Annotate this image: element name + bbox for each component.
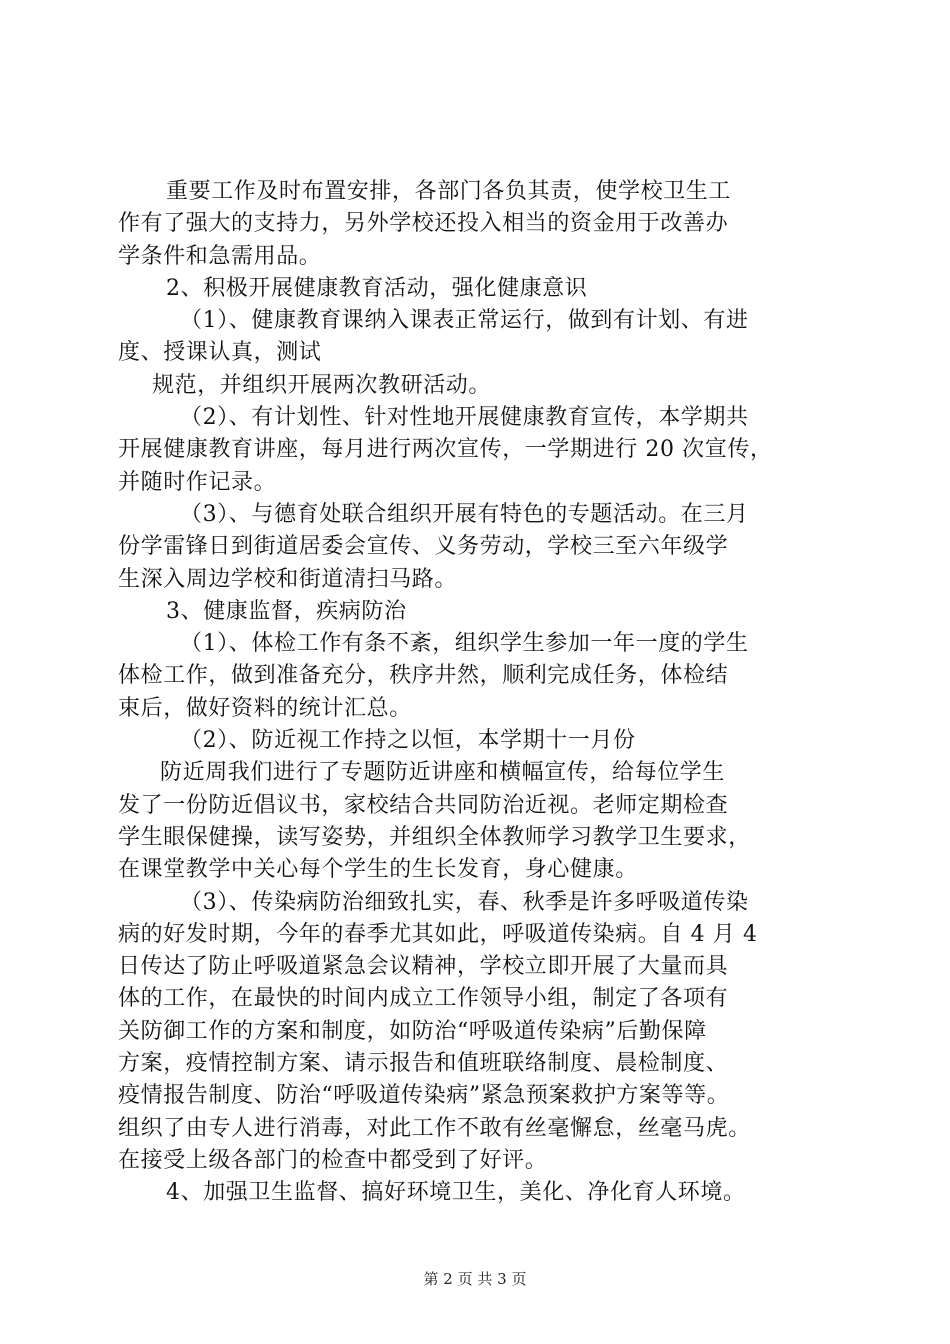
body-line: 份学雷锋日到街道居委会宣传、义务劳动，学校三至六年级学 [118,534,729,560]
body-line: 束后，做好资料的统计汇总。 [118,695,412,721]
body-line: 发了一份防近倡议书，家校结合共同防治近视。老师定期检查 [118,792,729,818]
body-line: 作有了强大的支持力，另外学校还投入相当的资金用于改善办 [118,211,729,237]
section-heading: 2、积极开展健康教育活动，强化健康意识 [166,275,588,301]
body-line: 重要工作及时布置安排，各部门各负其责，使学校卫生工 [166,179,732,204]
body-line: （1）、健康教育课纳入课表正常运行，做到有计划、有进 [180,308,749,334]
body-line: （3）、与德育处联合组织开展有特色的专题活动。在三月 [180,501,749,527]
body-line: 方案，疫情控制方案、请示报告和值班联络制度、晨检制度、 [118,1051,729,1077]
body-line: （2）、有计划性、针对性地开展健康教育宣传，本学期共 [180,405,749,431]
body-line: 防近周我们进行了专题防近讲座和横幅宣传，给每位学生 [160,760,726,786]
body-line: 体检工作，做到准备充分，秩序井然，顺利完成任务，体检结 [118,663,729,689]
body-line: 并随时作记录。 [118,469,277,495]
body-line: 关防御工作的方案和制度，如防治“呼吸道传染病”后勤保障 [118,1018,707,1044]
section-heading: 3、健康监督，疾病防治 [166,598,407,624]
body-line: 疫情报告制度、防治“呼吸道传染病”紧急预案救护方案等等。 [118,1083,730,1109]
body-line: 在课堂教学中关心每个学生的生长发育，身心健康。 [118,857,638,883]
body-line: 度、授课认真，测试 [118,340,322,366]
body-line: （2）、防近视工作持之以恒，本学期十一月份 [180,728,636,754]
body-line: 体的工作，在最快的时间内成立工作领导小组，制定了各项有 [118,986,729,1012]
page-number-footer: 第 2 页 共 3 页 [423,1270,527,1288]
body-line: 开展健康教育讲座，每月进行两次宣传，一学期进行 20 次宣传， [118,437,773,463]
section-heading: 4、加强卫生监督、搞好环境卫生，美化、净化育人环境。 [166,1180,746,1206]
body-line: 生深入周边学校和街道清扫马路。 [118,566,458,592]
body-line: 在接受上级各部门的检查中都受到了好评。 [118,1147,548,1173]
body-line: （1）、体检工作有条不紊，组织学生参加一年一度的学生 [180,631,749,657]
body-line: 日传达了防止呼吸道紧急会议精神，学校立即开展了大量而具 [118,954,729,980]
body-line: （3）、传染病防治细致扎实，春、秋季是许多呼吸道传染 [180,889,749,915]
body-line: 学条件和急需用品。 [118,243,322,269]
body-line: 病的好发时期，今年的春季尤其如此，呼吸道传染病。自 4 月 4 [118,921,758,947]
body-line: 学生眼保健操，读写姿势，并组织全体教师学习教学卫生要求， [118,824,751,850]
document-body [118,176,838,1210]
body-line: 规范，并组织开展两次教研活动。 [152,372,492,398]
body-line: 组织了由专人进行消毒，对此工作不敢有丝毫懈怠，丝毫马虎。 [118,1115,751,1141]
